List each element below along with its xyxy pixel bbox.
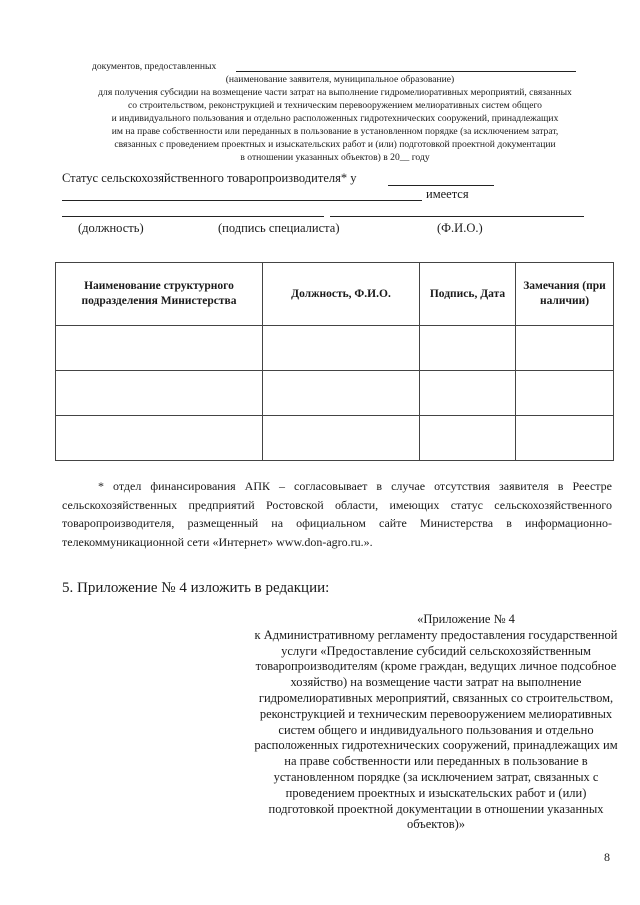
applicant-hint: (наименование заявителя, муниципальное образование) (225, 74, 455, 85)
table-cell (516, 416, 614, 461)
sig-label-fio: (Ф.И.О.) (437, 221, 483, 235)
table-row (56, 371, 614, 416)
sig-line-name (330, 216, 584, 217)
page-number: 8 (604, 850, 610, 864)
top-line-4: им на праве собственности или переданных в пользование в установленном порядке (за исключением затрат, (111, 126, 559, 137)
status-prefix: Статус сельскохозяйственного товаропроизводителя* у (62, 171, 357, 185)
appendix-title: «Приложение № 4 (417, 612, 515, 626)
table-cell (56, 326, 263, 371)
table-cell (263, 416, 420, 461)
approval-table (55, 262, 614, 461)
top-line-1: для получения субсидии на возмещение части затрат на выполнение гидромелиоративных мероприятий, связанных (98, 87, 572, 98)
table-cell (263, 371, 420, 416)
status-name-line (388, 185, 494, 186)
status-long-line (62, 200, 422, 201)
table-row (56, 326, 614, 371)
header-remarks: Замечания (при наличии) (516, 263, 614, 326)
table-cell (516, 326, 614, 371)
appendix-block (252, 612, 620, 833)
table-cell (263, 326, 420, 371)
table-cell (420, 326, 516, 371)
sig-line-position (62, 216, 324, 217)
footnote: * отдел финансирования АПК – согласовывает в случае отсутствия заявителя в Реестре сельскохозяйственных предприятий Ростовской области, имеющих статус сельскохозяйственного товаропроизводителя, размещенный на официальном сайте Министерства в информационно-телекоммуникационной сети «Интернет» www.don-agro.ru.». (62, 479, 612, 549)
header-signature-date: Подпись, Дата (420, 263, 516, 326)
header-department: Наименование структурного подразделения Министерства (56, 263, 263, 326)
sig-label-position: (должность) (78, 221, 144, 235)
applicant-line (236, 71, 576, 72)
header-position-fio: Должность, Ф.И.О. (263, 263, 420, 326)
table-cell (56, 416, 263, 461)
appendix-body: к Административному регламенту предоставления государственной услуги «Предоставление субсидий сельскохозяйственным товаропроизводителям (кроме граждан, ведущих личное подсобное хозяйство) на возмещение части затрат на выполнение гидромелиоративных мероприятий, связанных со строительством, реконструкцией и техническим перевооружением мелиоративных систем общего и индивидуального пользования и отдельно расположенных гидротехнических сооружений, принадлежащих им на праве собственности или переданных в пользование в установленном порядке (за исключением затрат, связанных с проведением проектных и изыскательских работ и (или) подготовкой проектной документации в отношении указанных объектов)» (254, 627, 618, 832)
docs-prefix: документов, предоставленных (92, 61, 217, 72)
top-line-3: и индивидуального пользования и отдельно расположенных гидротехнических сооружений, принадлежащих (111, 113, 559, 124)
table-cell (420, 416, 516, 461)
table-cell (420, 371, 516, 416)
top-line-5: связанных с проведением проектных и изыскательских работ и (или) подготовкой проектной документации (114, 139, 556, 150)
table-cell (516, 371, 614, 416)
top-line-6: в отношении указанных объектов) в 20__ году (240, 152, 430, 163)
section-heading: 5. Приложение № 4 изложить в редакции: (62, 580, 330, 596)
table-header-row (56, 263, 614, 326)
table-row (56, 416, 614, 461)
sig-label-signature: (подпись специалиста) (218, 221, 340, 235)
status-has-label: имеется (426, 187, 469, 201)
top-line-2: со строительством, реконструкцией и техническим перевооружением мелиоративных систем общего (128, 100, 542, 111)
table-cell (56, 371, 263, 416)
